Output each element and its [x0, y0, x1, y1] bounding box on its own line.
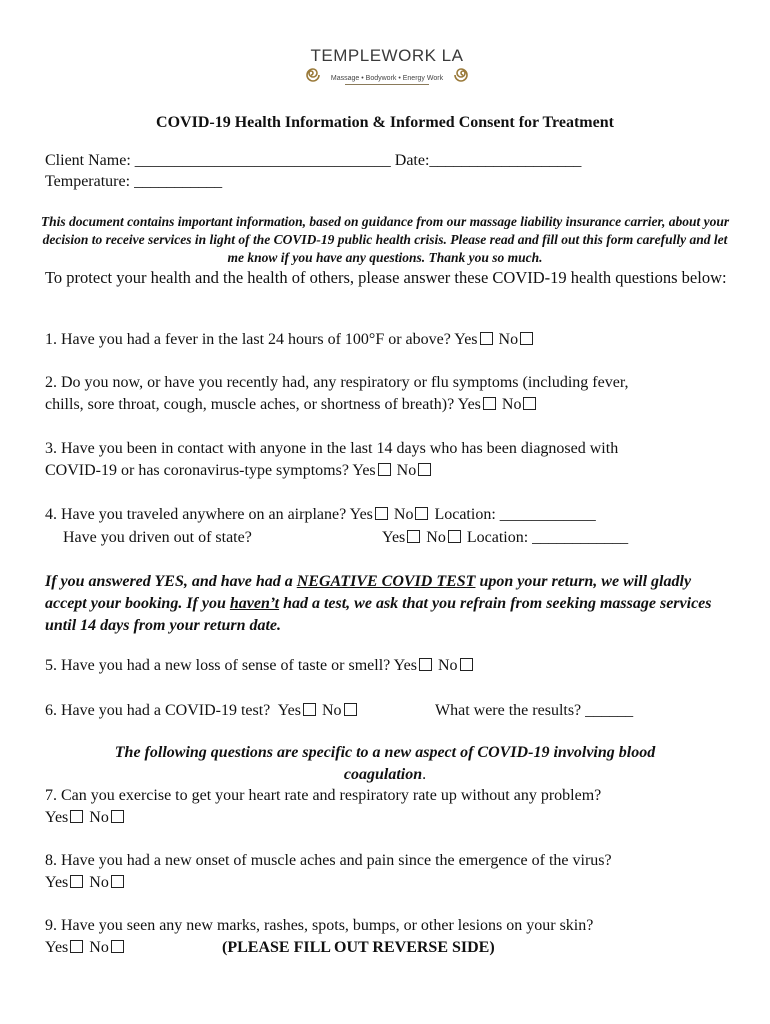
q4a-location-field[interactable]: ____________ [499, 506, 596, 523]
q1-yes-label: Yes [454, 331, 478, 348]
q8-no-label: No [89, 874, 109, 891]
question-9-text: 9. Have you seen any new marks, rashes, spots, bumps, or other lesions on your skin? [45, 917, 594, 934]
question-4a-text: 4. Have you traveled anywhere on an airplane? [45, 506, 347, 523]
q7-no-label: No [89, 809, 109, 826]
client-name-field[interactable]: ________________________________ [134, 152, 391, 169]
q6-yes-checkbox[interactable] [303, 703, 316, 716]
question-5-text: 5. Have you had a new loss of sense of taste or smell? [45, 657, 391, 674]
q1-no-checkbox[interactable] [520, 332, 533, 345]
travel-warning: If you answered YES, and have had a NEGATIVE COVID TEST upon your return, we will gladly accept your booking. If you haven’t had a test, we ask that you refrain from seeking massage services until 14 days from your return date. [45, 573, 712, 634]
q3-yes-checkbox[interactable] [378, 463, 391, 476]
q4a-yes-checkbox[interactable] [375, 507, 388, 520]
q6-no-label: No [321, 702, 342, 719]
question-3 [45, 461, 433, 481]
date-field[interactable]: ___________________ [429, 152, 582, 169]
q7-yes-label: Yes [45, 809, 69, 826]
q4b-yes-checkbox[interactable] [407, 530, 420, 543]
q6-results-field[interactable]: ______ [585, 702, 634, 719]
temperature-row [45, 172, 222, 192]
q6-results-label: What were the results? [435, 702, 582, 719]
havent-emphasis: haven’t [229, 595, 280, 612]
question-4b-text: Have you driven out of state? [63, 529, 252, 546]
q5-yes-label: Yes [393, 657, 417, 674]
q8-yes-checkbox[interactable] [70, 875, 83, 888]
question-2-text: chills, sore throat, cough, muscle aches, or shortness of breath)? [45, 396, 455, 413]
q7-no-checkbox[interactable] [111, 810, 124, 823]
question-4b [382, 528, 628, 548]
logo-name: TEMPLEWORK LA [310, 46, 464, 65]
q4a-no-label: No [393, 506, 414, 523]
q3-yes-label: Yes [352, 462, 376, 479]
q8-no-checkbox[interactable] [111, 875, 124, 888]
question-2 [45, 395, 538, 415]
q2-no-checkbox[interactable] [523, 397, 536, 410]
insurance-notice: This document contains important information, based on guidance from our massage liability insurance carrier, about your decision to receive services in light of the COVID-19 public health crisis. Please read and fill out this form carefully and let me know if you have any questions. Thank you so much. [40, 214, 730, 265]
q3-no-checkbox[interactable] [418, 463, 431, 476]
logo-divider [345, 84, 429, 85]
q5-yes-checkbox[interactable] [419, 658, 432, 671]
q9-no-label: No [89, 939, 109, 956]
q7-yes-checkbox[interactable] [70, 810, 83, 823]
question-1 [45, 330, 535, 350]
question-1-text: 1. Have you had a fever in the last 24 hours of 100°F or above? [45, 331, 451, 348]
q3-no-label: No [396, 462, 417, 479]
question-6-results [435, 701, 633, 721]
question-7-text: 7. Can you exercise to get your heart rate and respiratory rate up without any problem? [45, 787, 602, 804]
question-8-answers [45, 873, 126, 893]
templework-logo [305, 46, 469, 92]
q8-yes-label: Yes [45, 874, 69, 891]
q4b-location-field[interactable]: ____________ [532, 529, 629, 546]
reverse-side-note: (PLEASE FILL OUT REVERSE SIDE) [222, 939, 495, 956]
client-name-row [45, 151, 581, 171]
q2-yes-checkbox[interactable] [483, 397, 496, 410]
q6-yes-label: Yes [277, 702, 301, 719]
client-name-label: Client Name: [45, 152, 131, 169]
q2-no-label: No [501, 396, 522, 413]
question-7-answers [45, 808, 126, 828]
q1-no-label: No [498, 331, 519, 348]
question-3-line1: 3. Have you been in contact with anyone in the last 14 days who has been diagnosed with [45, 440, 619, 457]
question-5 [45, 656, 475, 676]
q4b-location-label: Location: [466, 529, 529, 546]
swirl-right-icon [453, 67, 469, 83]
coagulation-heading-line1: The following questions are specific to a new aspect of COVID-19 involving blood [114, 744, 656, 761]
q4a-no-checkbox[interactable] [415, 507, 428, 520]
date-label: Date: [394, 152, 430, 169]
swirl-left-icon [305, 67, 321, 83]
page-title: COVID-19 Health Information & Informed Consent for Treatment [156, 114, 614, 131]
q5-no-label: No [437, 657, 458, 674]
q9-yes-label: Yes [45, 939, 69, 956]
logo-tagline: Massage • Bodywork • Energy Work [330, 75, 444, 82]
q4b-yes-label: Yes [382, 529, 406, 546]
temperature-label: Temperature: [45, 173, 131, 190]
q2-yes-label: Yes [457, 396, 481, 413]
negative-test-emphasis: NEGATIVE COVID TEST [296, 573, 476, 590]
question-6-text: 6. Have you had a COVID-19 test? [45, 702, 271, 719]
q5-no-checkbox[interactable] [460, 658, 473, 671]
coagulation-heading-line2: coagulation. [343, 766, 427, 783]
q4a-location-label: Location: [434, 506, 496, 523]
q6-no-checkbox[interactable] [344, 703, 357, 716]
question-2-line1: 2. Do you now, or have you recently had, any respiratory or flu symptoms (including fever, [45, 374, 629, 391]
question-6 [45, 701, 359, 721]
q1-yes-checkbox[interactable] [480, 332, 493, 345]
question-8-text: 8. Have you had a new onset of muscle aches and pain since the emergence of the virus? [45, 852, 612, 869]
intro-text: To protect your health and the health of others, please answer these COVID-19 health questions below: [45, 268, 727, 287]
q9-yes-checkbox[interactable] [70, 940, 83, 953]
temperature-field[interactable]: ___________ [134, 173, 223, 190]
q4b-no-checkbox[interactable] [448, 530, 461, 543]
question-3-text: COVID-19 or has coronavirus-type symptoms? [45, 462, 349, 479]
q4a-yes-label: Yes [349, 506, 373, 523]
q9-no-checkbox[interactable] [111, 940, 124, 953]
question-9-answers [45, 938, 126, 958]
question-4a [45, 505, 596, 525]
q4b-no-label: No [426, 529, 446, 546]
